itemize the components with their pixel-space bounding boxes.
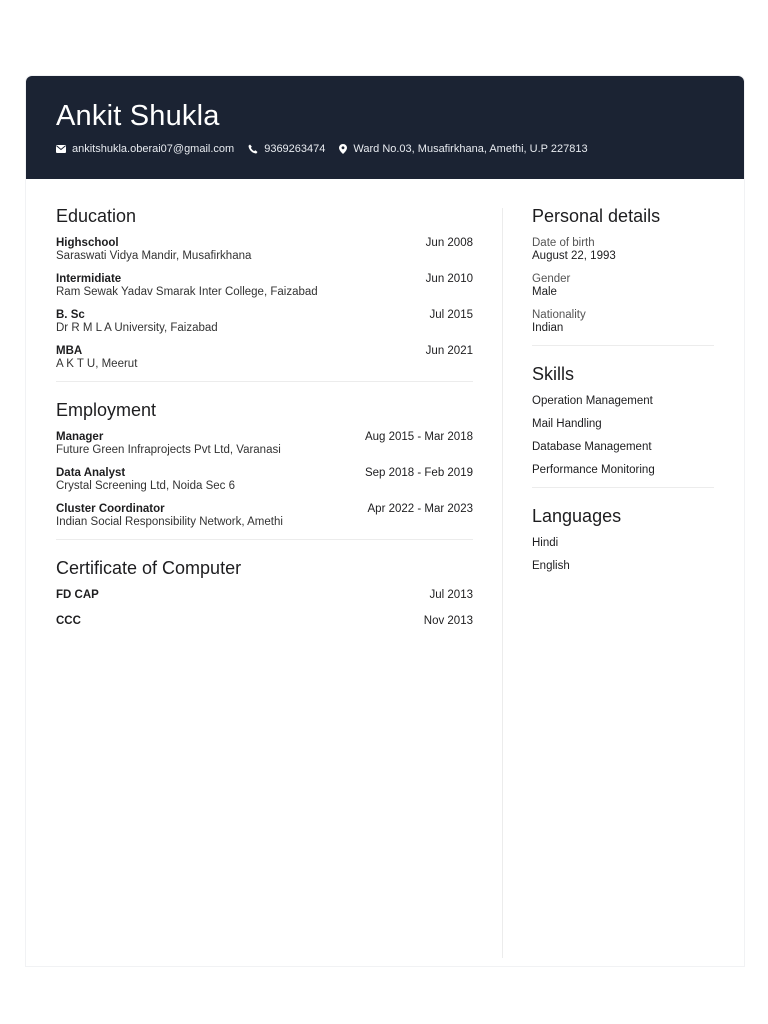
- personal-detail-label: Nationality: [532, 309, 586, 321]
- resume-page: [26, 76, 744, 966]
- list-item: [56, 589, 473, 601]
- entry-date: Jun 2008: [425, 237, 473, 249]
- entry-institution: Saraswati Vidya Mandir, Musafirkhana: [56, 250, 252, 262]
- entry-date: Jul 2015: [429, 309, 473, 321]
- list-item: [56, 309, 473, 334]
- list-item: [56, 273, 473, 298]
- entry-date: Jun 2010: [425, 273, 473, 285]
- personal-detail-value: August 22, 1993: [532, 250, 616, 262]
- skill-item: Database Management: [532, 441, 652, 453]
- personal-detail-value: Male: [532, 286, 557, 298]
- entry-institution: Crystal Screening Ltd, Noida Sec 6: [56, 480, 235, 492]
- skill-item: Mail Handling: [532, 418, 602, 430]
- address-text: Ward No.03, Musafirkhana, Amethi, U.P 227813: [353, 143, 588, 155]
- languages-section: [532, 506, 714, 572]
- candidate-name: Ankit Shukla: [56, 100, 220, 132]
- language-item: English: [532, 560, 570, 572]
- entry-title: CCC: [56, 615, 81, 627]
- personal-detail-label: Date of birth: [532, 237, 595, 249]
- personal-detail-label: Gender: [532, 273, 571, 285]
- section-title-languages: Languages: [532, 506, 622, 526]
- list-item: [56, 431, 473, 456]
- entry-title: B. Sc: [56, 309, 85, 321]
- skills-section: [532, 364, 714, 476]
- list-item: [56, 237, 473, 262]
- contact-phone[interactable]: [248, 143, 325, 155]
- entry-institution: A K T U, Meerut: [56, 358, 138, 370]
- entry-header-row: [56, 431, 473, 443]
- entry-title: MBA: [56, 345, 83, 357]
- contact-email[interactable]: [56, 143, 234, 155]
- entry-date: Jul 2013: [429, 589, 473, 601]
- personal-detail-item: [532, 309, 714, 334]
- entry-header-row: [56, 467, 473, 479]
- entry-institution: Future Green Infraprojects Pvt Ltd, Varanasi: [56, 444, 281, 456]
- main-column: [56, 206, 473, 641]
- entry-date: Jun 2021: [425, 345, 473, 357]
- column-divider: [502, 208, 503, 958]
- entry-institution: Indian Social Responsibility Network, Amethi: [56, 516, 283, 528]
- entry-title: Manager: [56, 431, 104, 443]
- entry-title: Data Analyst: [56, 467, 126, 479]
- envelope-icon: [56, 145, 66, 153]
- section-divider: [56, 539, 473, 540]
- entry-title: Highschool: [56, 237, 119, 249]
- entry-header-row: [56, 273, 473, 285]
- section-title-certificates: Certificate of Computer: [56, 558, 242, 578]
- phone-icon: [248, 144, 258, 154]
- contact-address: [339, 143, 587, 155]
- personal-detail-item: [532, 273, 714, 298]
- list-item: [56, 345, 473, 370]
- section-divider: [532, 487, 714, 488]
- personal-detail-item: [532, 237, 714, 262]
- entry-header-row: [56, 237, 473, 249]
- entry-date: Nov 2013: [423, 615, 473, 627]
- language-item: Hindi: [532, 537, 559, 549]
- section-title-personal: Personal details: [532, 206, 661, 226]
- section-title-employment: Employment: [56, 400, 157, 420]
- entry-date: Aug 2015 - Mar 2018: [364, 431, 473, 443]
- personal-details-section: [532, 206, 714, 334]
- entry-title: FD CAP: [56, 589, 99, 601]
- employment-section: [56, 400, 473, 528]
- entry-header-row: [56, 345, 473, 357]
- entry-title: Cluster Coordinator: [56, 503, 165, 515]
- side-column: [532, 206, 714, 583]
- certificates-section: [56, 558, 473, 627]
- list-item: [56, 503, 473, 528]
- entry-header-row: [56, 589, 473, 601]
- section-divider: [56, 381, 473, 382]
- entry-institution: Dr R M L A University, Faizabad: [56, 322, 218, 334]
- contact-bar: [56, 143, 602, 155]
- map-pin-icon: [339, 144, 347, 154]
- entry-header-row: [56, 309, 473, 321]
- skill-item: Performance Monitoring: [532, 464, 655, 476]
- personal-detail-value: Indian: [532, 322, 564, 334]
- section-divider: [532, 345, 714, 346]
- entry-institution: Ram Sewak Yadav Smarak Inter College, Faizabad: [56, 286, 318, 298]
- entry-header-row: [56, 503, 473, 515]
- list-item: [56, 615, 473, 627]
- skill-item: Operation Management: [532, 395, 653, 407]
- entry-date: Sep 2018 - Feb 2019: [364, 467, 473, 479]
- education-section: [56, 206, 473, 370]
- entry-title: Intermidiate: [56, 273, 122, 285]
- section-title-education: Education: [56, 206, 137, 226]
- list-item: [56, 467, 473, 492]
- resume-header: [26, 76, 744, 179]
- entry-header-row: [56, 615, 473, 627]
- phone-text: 9369263474: [264, 143, 326, 155]
- section-title-skills: Skills: [532, 364, 575, 384]
- email-text: ankitshukla.oberai07@gmail.com: [72, 143, 235, 155]
- entry-date: Apr 2022 - Mar 2023: [367, 503, 473, 515]
